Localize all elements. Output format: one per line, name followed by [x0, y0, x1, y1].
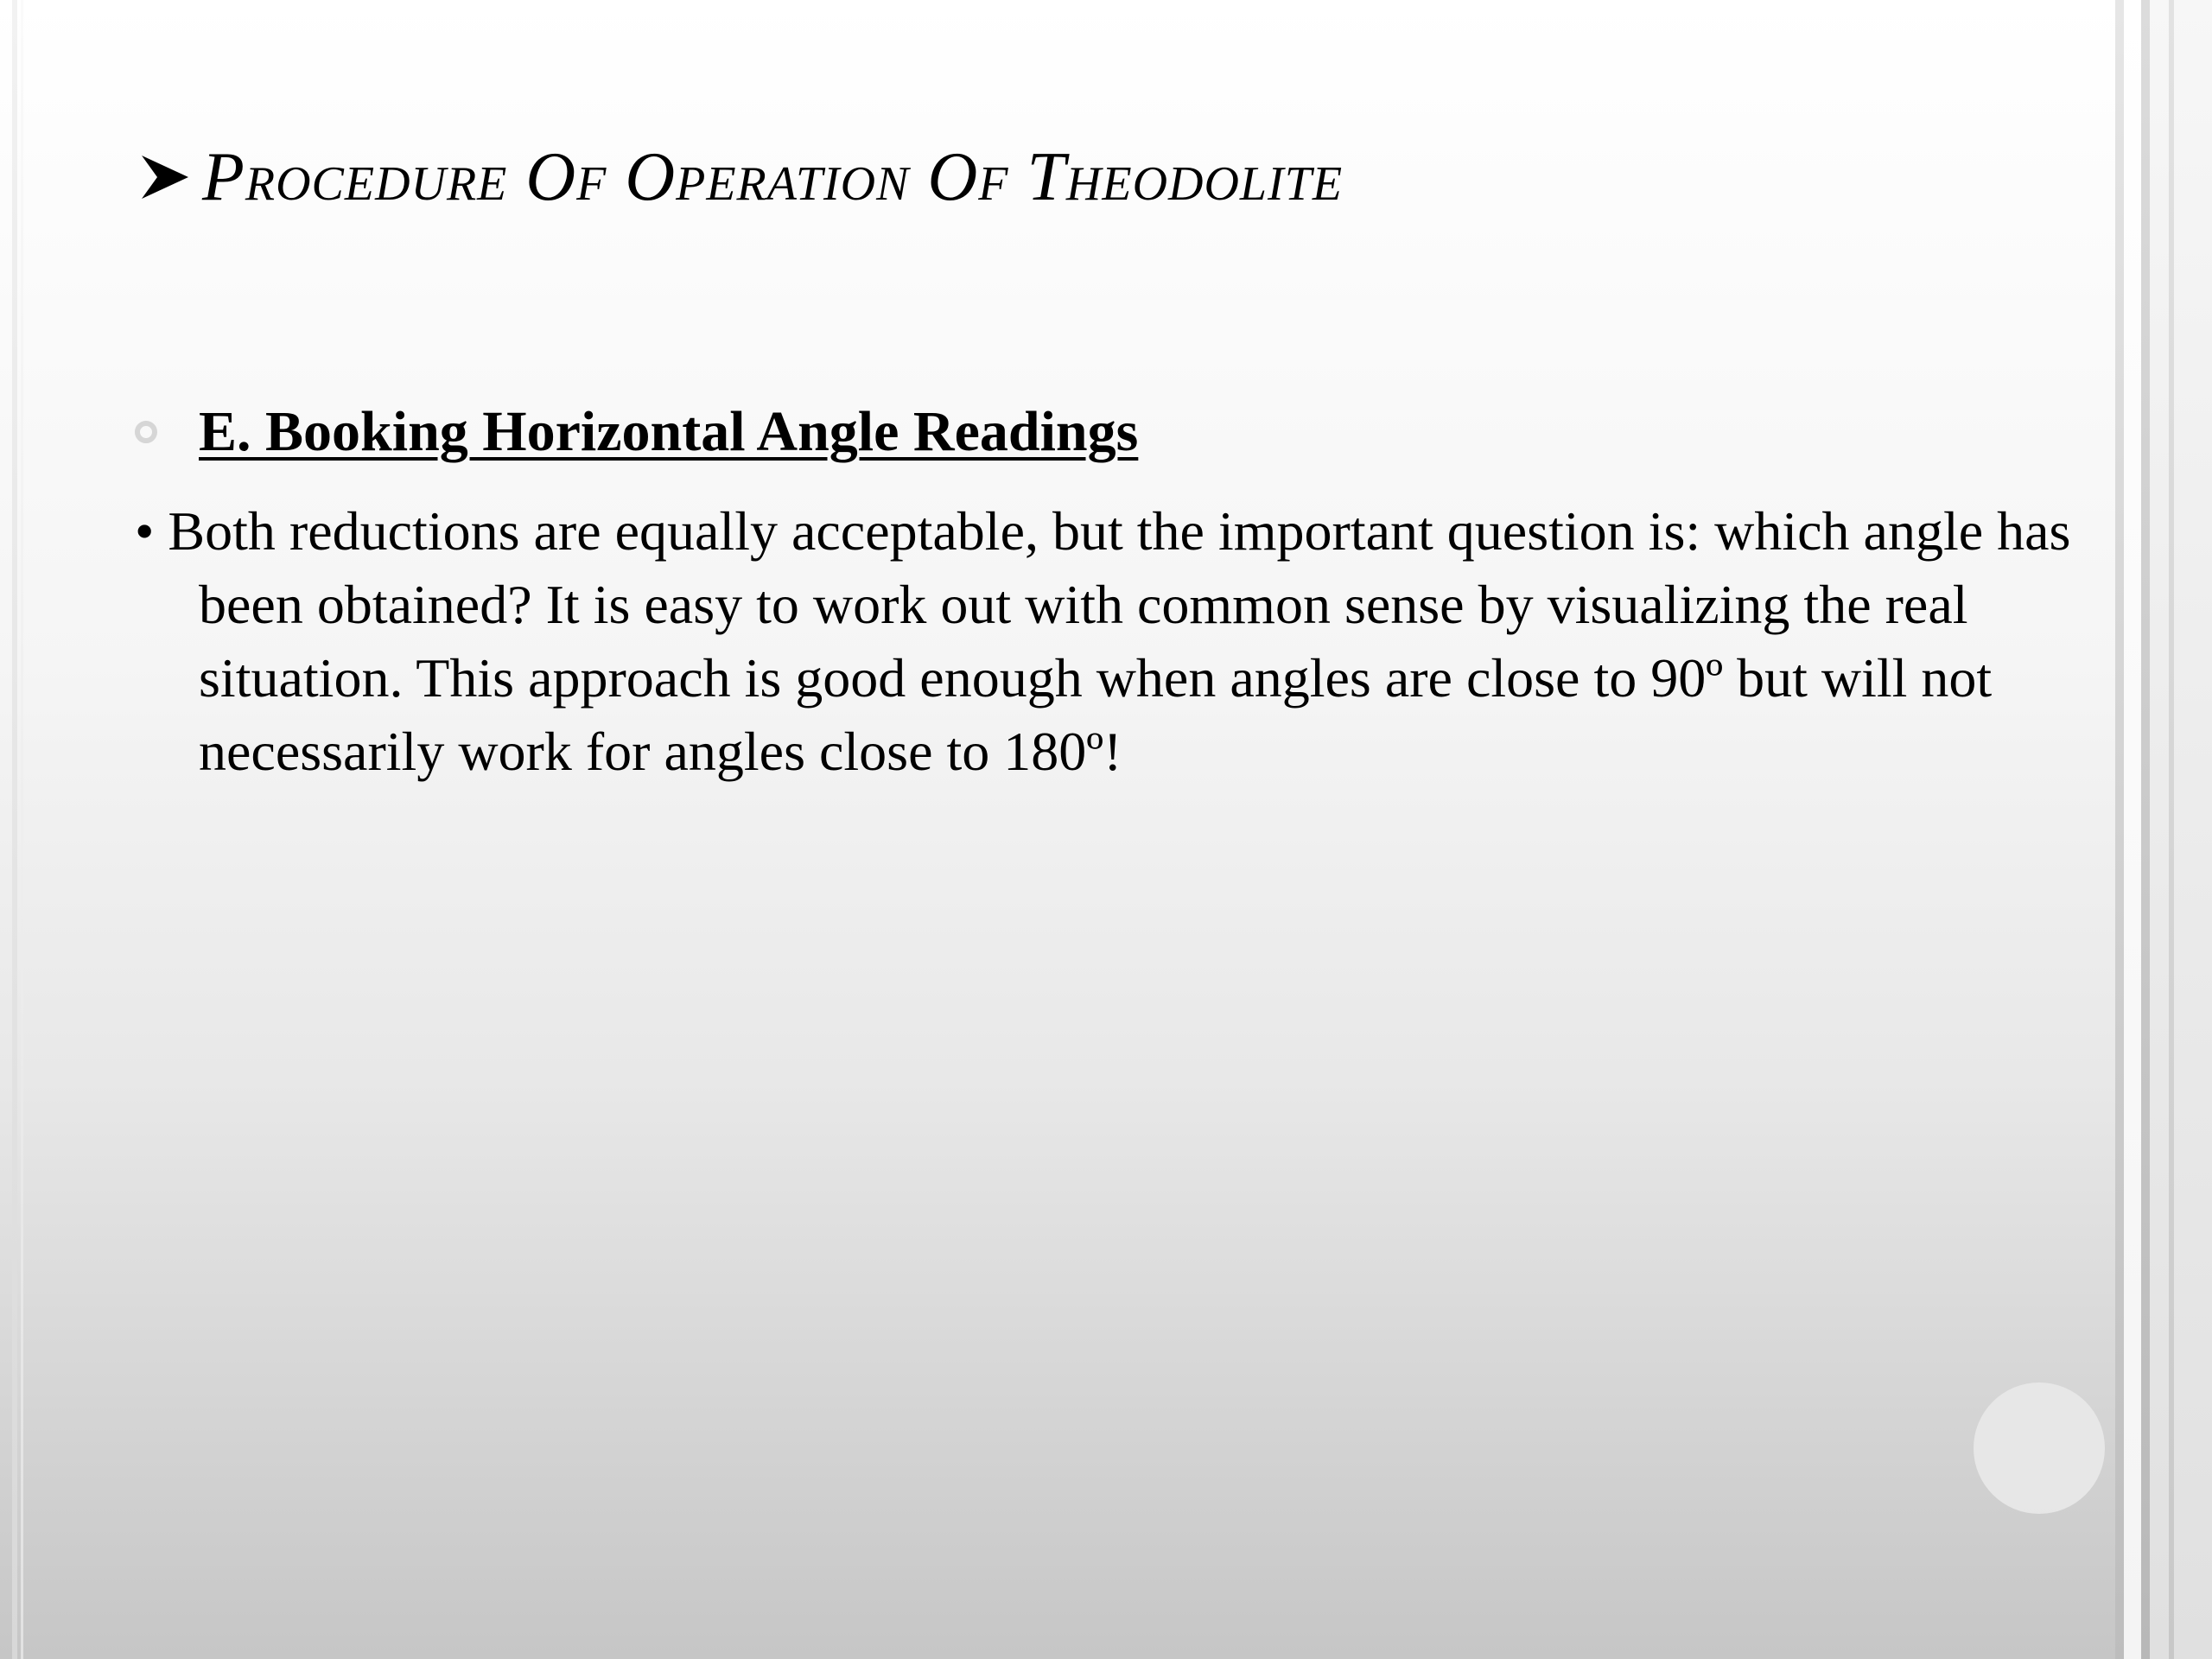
subheading-row — [135, 397, 1138, 466]
subheading: E. Booking Horizontal Angle Readings — [199, 400, 1139, 463]
body-bullet: • — [135, 500, 155, 562]
right-frame-band — [2141, 0, 2150, 1659]
arrowhead-icon — [138, 150, 192, 204]
right-frame-band — [2115, 0, 2124, 1659]
body-paragraph — [135, 494, 2134, 788]
slide-title-row — [138, 130, 1343, 225]
left-frame-line — [12, 0, 17, 1659]
body-text: Both reductions are equally acceptable, but the important question is: which angle has been obtained? It is easy to work out with common sense by visualizing the real situation. This approach is good enough when angles are close to 90º but will not necessarily work for angles close to 180º! — [168, 500, 2071, 782]
right-frame-band — [2169, 0, 2174, 1659]
left-frame-line-inner — [21, 0, 23, 1659]
slide-title: Procedure Of Operation Of Theodolite — [202, 139, 1344, 215]
decorative-circle — [1974, 1382, 2105, 1514]
right-frame-band — [2150, 0, 2212, 1659]
right-frame-band — [2124, 0, 2141, 1659]
ring-bullet-icon — [135, 421, 157, 443]
